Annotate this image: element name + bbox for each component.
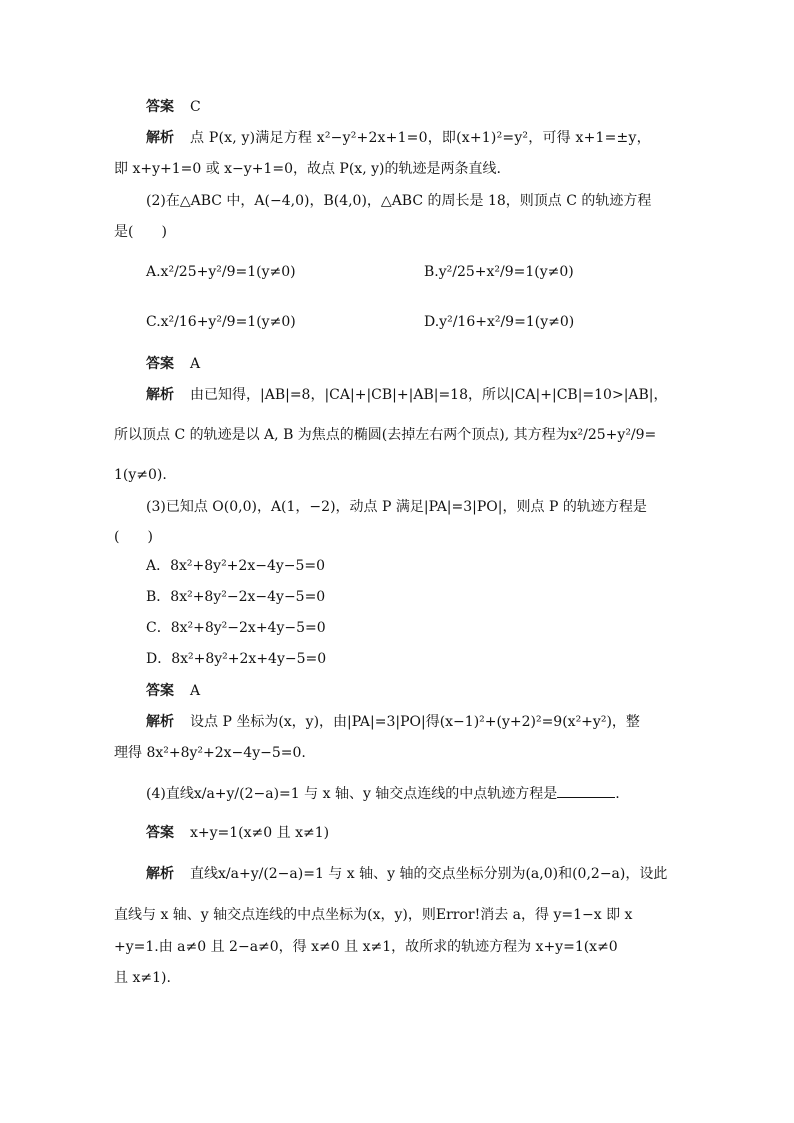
answer-label: 答案 [146,99,174,115]
analysis-label: 解析 [146,130,174,146]
option-d: D.y²/16+x²/9=1(y≠0) [424,314,575,330]
analysis-line-4a [146,864,667,884]
option-c: C.x²/16+y²/9=1(y≠0) [146,314,296,330]
question-3-option-a: A．8x²+8y²+2x−4y−5=0 [146,558,326,574]
question-4-stem [146,783,620,804]
answer-line-3 [146,681,200,701]
question-3-stem: (3)已知点 O(0,0)，A(1，−2)，动点 P 满足|PA|=3|PO|，则点 P 的轨迹方程是 [146,499,647,515]
answer-value: x+y=1(x≠0 且 x≠1) [190,825,330,841]
analysis-line-4d: 且 x≠1). [114,970,171,986]
analysis-line-4c: +y=1.由 a≠0 且 2−a≠0，得 x≠0 且 x≠1，故所求的轨迹方程为 x+y=1(x≠0 [114,939,618,955]
answer-label: 答案 [146,356,174,372]
answer-value: C [190,99,201,115]
analysis-label: 解析 [146,866,174,882]
answer-line-4 [146,823,329,843]
option-a: A.x²/25+y²/9=1(y≠0) [146,264,296,280]
answer-blank [557,783,615,798]
analysis-label: 解析 [146,714,174,730]
analysis-line-2c: 1(y≠0). [114,467,167,483]
analysis-text: 设点 P 坐标为(x，y)，由|PA|=3|PO|得(x−1)²+(y+2)²=9(x²+y²)，整 [190,714,640,730]
question-4-period: . [615,786,620,802]
answer-value: A [190,356,201,372]
analysis-line-3a [146,712,640,732]
answer-line-1 [146,97,201,117]
analysis-line-2b: 所以顶点 C 的轨迹是以 A, B 为焦点的椭圆(去掉左右两个顶点), 其方程为x²/25+y²/9= [114,427,657,443]
analysis-text: 直线x/a+y/(2−a)=1 与 x 轴、y 轴的交点坐标分别为(a,0)和(0,2−a)，设此 [190,866,668,882]
answer-label: 答案 [146,683,174,699]
analysis-line-1b: 即 x+y+1=0 或 x−y+1=0，故点 P(x, y)的轨迹是两条直线. [114,161,501,177]
option-b: B.y²/25+x²/9=1(y≠0) [424,264,574,280]
analysis-line-1a [146,128,651,148]
analysis-line-4b: 直线与 x 轴、y 轴交点连线的中点坐标为(x，y)，则Error!消去 a，得 y=1−x 即 x [114,907,633,923]
analysis-line-3b: 理得 8x²+8y²+2x−4y−5=0. [114,745,306,761]
question-2-stem-cont: 是( ) [114,224,167,240]
analysis-text: 点 P(x, y)满足方程 x²−y²+2x+1=0，即(x+1)²=y²，可得 x+1=±y， [190,130,651,146]
question-2-options-row1 [146,262,574,282]
answer-line-2 [146,354,200,374]
analysis-line-2a [146,385,668,405]
question-4-text: (4)直线x/a+y/(2−a)=1 与 x 轴、y 轴交点连线的中点轨迹方程是 [146,786,558,802]
question-3-option-b: B．8x²+8y²−2x−4y−5=0 [146,589,326,605]
question-3-option-c: C．8x²+8y²−2x+4y−5=0 [146,620,326,636]
answer-label: 答案 [146,825,174,841]
question-3-option-d: D．8x²+8y²+2x+4y−5=0 [146,651,327,667]
analysis-label: 解析 [146,387,174,403]
answer-value: A [190,683,201,699]
analysis-text: 由已知得，|AB|=8，|CA|+|CB|+|AB|=18，所以|CA|+|CB|=10>|AB|， [190,387,668,403]
question-3-stem-cont: ( ) [114,529,153,545]
question-2-options-row2 [146,312,575,332]
question-2-stem: (2)在△ABC 中，A(−4,0)，B(4,0)，△ABC 的周长是 18，则顶点 C 的轨迹方程 [146,193,652,209]
